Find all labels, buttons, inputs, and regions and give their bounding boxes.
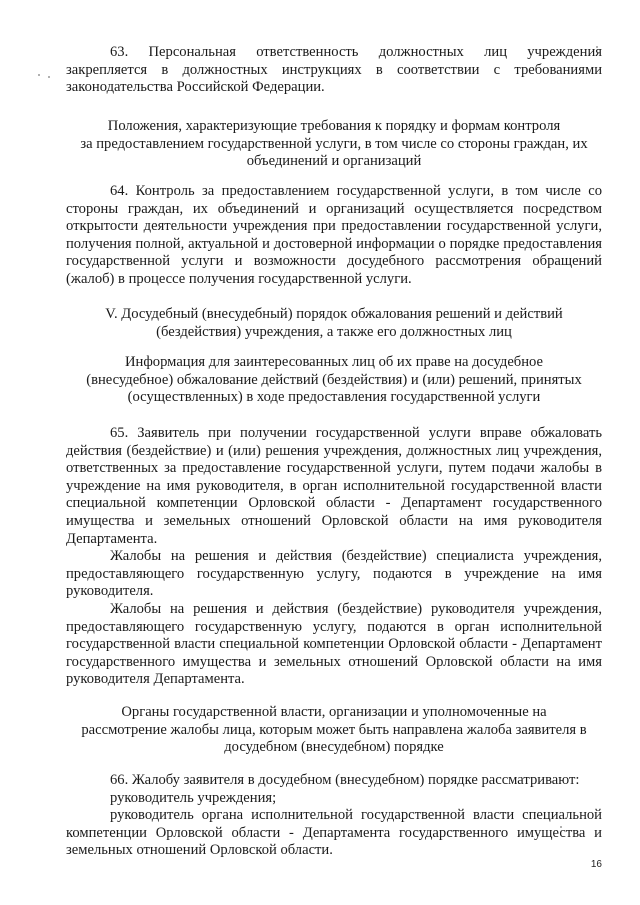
- paragraph-66-text3: руководитель органа исполнительной государственной власти специальной компетенции Орловской области - Департамента государственного имущества и земельных отношений Орловской области.: [66, 807, 602, 859]
- paragraph-63: [66, 44, 602, 97]
- heading-organs-line1: Органы государственной власти, организации и уполномоченные на: [121, 704, 547, 720]
- section-5-title-line1: V. Досудебный (внесудебный) порядок обжалования решений и действий: [105, 306, 563, 322]
- paragraph-63-text: 63. Персональная ответственность должностных лиц учреждения закрепляется в должностных инструкциях в соответствии с требованиями законодательства Российской Федерации.: [66, 44, 602, 96]
- heading-organs-line3: досудебном (внесудебном) порядке: [224, 739, 444, 756]
- paragraph-65-text2: Жалобы на решения и действия (бездействие) специалиста учреждения, предоставляющего государственную услугу, подаются в учреждение на имя руководителя.: [66, 548, 602, 600]
- heading-info-line3: (осуществленных) в ходе предоставления государственной услуги: [127, 389, 541, 406]
- page-number: 16: [590, 859, 602, 870]
- heading-info-line2: (внесудебное) обжалование действий (бездействия) и (или) решений, принятых: [86, 371, 582, 388]
- paragraph-64-text: 64. Контроль за предоставлением государственной услуги, в том числе со стороны граждан, их объединений и организаций осуществляется посредством открытости деятельности учреждения при предоставлении государственной услуги, получения полной, актуальной и достоверной информации о порядке предоставления государственной услуги и возможности досудебного рассмотрения обращений (жалоб) в процессе получения государственной услуги.: [66, 183, 602, 287]
- heading-control: [66, 118, 602, 171]
- heading-info-line1: Информация для заинтересованных лиц об их праве на досудебное: [125, 354, 543, 370]
- heading-organs-line2: рассмотрение жалобы лица, которым может быть направлена жалоба заявителя в: [81, 721, 587, 738]
- paragraph-66-text1: 66. Жалобу заявителя в досудебном (внесудебном) порядке рассматривают:: [110, 772, 580, 788]
- heading-control-line2: за предоставлением государственной услуги, в том числе со стороны граждан, их: [80, 135, 588, 152]
- heading-info: [66, 354, 602, 407]
- paragraph-64: [66, 183, 602, 289]
- heading-control-line3: объединений и организаций: [246, 153, 422, 170]
- section-5-title-line2: (бездействия) учреждения, а также его должностных лиц: [156, 323, 512, 340]
- paragraph-66: [66, 772, 602, 860]
- section-5-title: [66, 306, 602, 341]
- paragraph-65-text1: 65. Заявитель при получении государственной услуги вправе обжаловать действия (бездействие) и (или) решения учреждения, должностных лиц учреждения, ответственных за предоставление государственной услуги, путем подачи жалобы в учреждение на имя руководителя, в орган исполнительной государственной власти специальной компетенции Орловской области - Департамент государственного имущества и земельных отношений Орловской области на имя руководителя Департамента.: [66, 425, 602, 547]
- paragraph-65-text3: Жалобы на решения и действия (бездействие) руководителя учреждения, предоставляющего государственную услугу, подаются в орган исполнительной государственной власти специальной компетенции Орловской области - Департамент государственного имущества и земельных отношений Орловской области на имя руководителя Департамента.: [66, 600, 602, 688]
- heading-control-line1: Положения, характеризующие требования к порядку и формам контроля: [107, 118, 561, 134]
- paragraph-65: [66, 425, 602, 689]
- scan-speck: [38, 74, 40, 76]
- paragraph-66-text2: руководитель учреждения;: [110, 789, 277, 806]
- scan-speck: [48, 76, 50, 78]
- heading-organs: [66, 704, 602, 757]
